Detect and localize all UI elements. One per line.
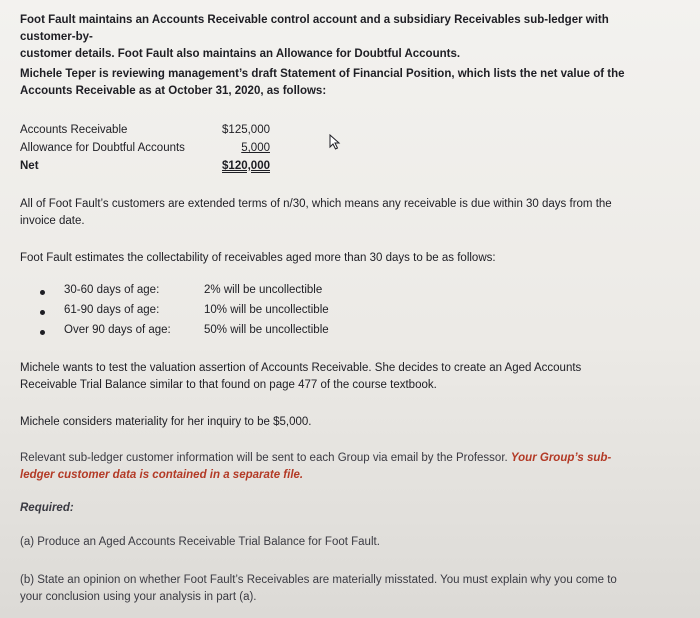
required-b-line-1: (b) State an opinion on whether Foot Fault’s Receivables are materially misstated. You must explain why you come to <box>20 574 617 586</box>
intro-paragraph <box>20 12 660 63</box>
intro-line-1: Foot Fault maintains an Accounts Receivable control account and a subsidiary Receivables sub-ledger with customer-by- <box>20 14 609 43</box>
materiality-text: Michele considers materiality for her inquiry to be $5,000. <box>20 416 312 428</box>
review-line-2: Accounts Receivable as at October 31, 2020, as follows: <box>20 85 327 97</box>
review-line-1: Michele Teper is reviewing management’s draft Statement of Financial Position, which lists the net value of the <box>20 68 625 80</box>
terms-paragraph <box>20 196 660 230</box>
aging-range: Over 90 days of age: <box>64 324 171 336</box>
ar-label: Allowance for Doubtful Accounts <box>20 142 185 154</box>
aging-bullet-list <box>40 284 360 344</box>
required-heading: Required: <box>20 502 74 514</box>
ar-label: Accounts Receivable <box>20 124 128 136</box>
list-item <box>40 304 360 324</box>
relevant-text: Relevant sub-ledger customer information will be sent to each Group via email by the Professor. <box>20 452 511 464</box>
test-line-1: Michele wants to test the valuation assertion of Accounts Receivable. She decides to create an Aged Accounts <box>20 362 582 374</box>
aging-percentage: 2% will be uncollectible <box>204 284 323 296</box>
required-item-a: (a) Produce an Aged Accounts Receivable Trial Balance for Foot Fault. <box>20 536 380 548</box>
ar-row-receivable <box>20 124 280 142</box>
terms-line-2: invoice date. <box>20 215 85 227</box>
intro-line-2: customer details. Foot Fault also maintains an Allowance for Doubtful Accounts. <box>20 48 461 60</box>
terms-line-1: All of Foot Fault’s customers are extended terms of n/30, which means any receivable is due within 30 days from the <box>20 198 612 210</box>
aging-percentage: 10% will be uncollectible <box>204 304 329 316</box>
accounts-receivable-table <box>20 124 280 178</box>
aging-range: 61-90 days of age: <box>64 304 160 316</box>
test-paragraph <box>20 360 660 394</box>
required-item-b <box>20 572 660 606</box>
required-b-line-2: your conclusion using your analysis in part (a). <box>20 591 257 603</box>
aging-percentage: 50% will be uncollectible <box>204 324 329 336</box>
ar-label: Net <box>20 160 39 172</box>
ar-row-allowance <box>20 142 280 160</box>
bullet-icon <box>40 310 45 315</box>
relevant-paragraph <box>20 450 660 484</box>
test-line-2: Receivable Trial Balance similar to that found on page 477 of the course textbook. <box>20 379 437 391</box>
relevant-line-2: ledger customer data is contained in a separate file. <box>20 469 304 481</box>
relevant-line-1 <box>20 450 660 467</box>
ar-row-net <box>20 160 280 178</box>
review-paragraph <box>20 66 660 100</box>
bullet-icon <box>40 290 45 295</box>
ar-value: 5,000 <box>241 142 270 154</box>
mouse-pointer-icon <box>328 134 342 150</box>
list-item <box>40 324 360 344</box>
estimate-text: Foot Fault estimates the collectability of receivables aged more than 30 days to be as follows: <box>20 252 496 264</box>
bullet-icon <box>40 330 45 335</box>
aging-range: 30-60 days of age: <box>64 284 160 296</box>
ar-value: $125,000 <box>222 124 270 136</box>
list-item <box>40 284 360 304</box>
relevant-emphasis: Your Group’s sub- <box>510 452 612 464</box>
ar-value: $120,000 <box>222 160 270 172</box>
